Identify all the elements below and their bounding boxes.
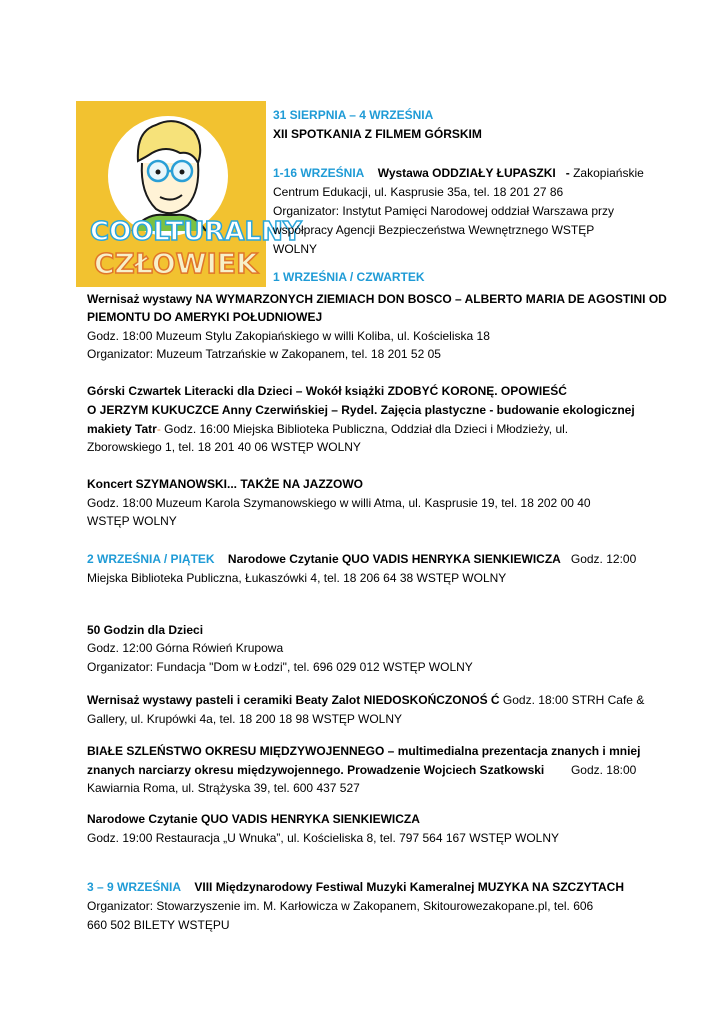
event-literary-address: Zborowskiego 1, tel. 18 201 40 06 WSTĘP WOLNY — [87, 440, 361, 454]
event-vernissage-details: Godz. 18:00 Muzeum Stylu Zakopiańskiego w willi Koliba, ul. Kościeliska 18 — [87, 329, 490, 343]
event-concert-details: Godz. 18:00 Muzeum Karola Szymanowskiego w willi Atma, ul. Kasprusie 19, tel. 18 202 00 40 — [87, 496, 591, 510]
event-date: 1-16 WRZEŚNIA — [273, 166, 365, 180]
event-vernissage-title: Wernisaż wystawy NA WYMARZONYCH ZIEMIACH DON BOSCO – ALBERTO MARIA DE AGOSTINI OD — [87, 292, 667, 306]
festival-dates: 31 SIERPNIA – 4 WRZEŚNIA — [273, 108, 434, 122]
logo-line-1: COOLTURALNY — [90, 217, 302, 247]
event-festival-organizer: Organizator: Stowarzyszenie im. M. Karłowicza w Zakopanem, Skitourowezakopane.pl, tel. 606 — [87, 899, 594, 913]
event-pastel-address: Gallery, ul. Krupówki 4a, tel. 18 200 18 98 WSTĘP WOLNY — [87, 712, 403, 726]
event-exhibition-admission: WOLNY — [273, 242, 318, 256]
event-exhibition-line-1: 1-16 WRZEŚNIA Wystawa ODDZIAŁY ŁUPASZKI - Zakopiańskie — [273, 166, 644, 180]
day-heading-thursday: 1 WRZEŚNIA / CZWARTEK — [273, 270, 425, 284]
event-concert-title: Koncert SZYMANOWSKI... TAKŻE NA JAZZOWO — [87, 477, 363, 491]
event-white-madness-title: BIAŁE SZLEŃSTWO OKRESU MIĘDZYWOJENNEGO – multimedialna prezentacja znanych i mniej — [87, 744, 641, 758]
event-festival-line-1: 3 – 9 WRZEŚNIA VIII Międzynarodowy Festiwal Muzyki Kameralnej MUZYKA NA SZCZYTACH — [87, 880, 624, 894]
event-exhibition-organizer-2: współpracy Agencji Bezpieczeństwa Wewnętrznego WSTĘP — [273, 223, 595, 237]
event-exhibition-address: Centrum Edukacji, ul. Kasprusie 35a, tel. 18 201 27 86 — [273, 185, 564, 199]
event-50h-details: Godz. 12:00 Górna Rówień Krupowa — [87, 641, 284, 655]
day-heading-friday: 2 WRZEŚNIA / PIĄTEK — [87, 552, 215, 566]
event-reading-details: Miejska Biblioteka Publiczna, Łukaszówki 4, tel. 18 206 64 38 WSTĘP WOLNY — [87, 571, 507, 585]
event-vernissage-title-2: PIEMONTU DO AMERYKI POŁUDNIOWEJ — [87, 310, 323, 324]
event-evening-reading-title: Narodowe Czytanie QUO VADIS HENRYKA SIENKIEWICZA — [87, 812, 420, 826]
event-pastel-line-1: Wernisaż wystawy pasteli i ceramiki Beaty Zalot NIEDOSKOŃCZONOŚ Ć Godz. 18:00 STRH Cafe & — [87, 693, 645, 707]
event-literary-details: makiety Tatr- Godz. 16:00 Miejska Biblioteka Publiczna, Oddział dla Dzieci i Młodzieży, ul. — [87, 422, 569, 436]
event-concert-admission: WSTĘP WOLNY — [87, 514, 177, 528]
event-literary-title: Górski Czwartek Literacki dla Dzieci – Wokół książki ZDOBYĆ KORONĘ. OPOWIEŚĆ — [87, 384, 567, 398]
festival-title: XII SPOTKANIA Z FILMEM GÓRSKIM — [273, 127, 482, 141]
event-festival-tickets: 660 502 BILETY WSTĘPU — [87, 918, 230, 932]
event-literary-title-2: O JERZYM KUKUCZCE Anny Czerwińskiej – Rydel. Zajęcia plastyczne - budowanie ekologicznej — [87, 403, 635, 417]
event-white-madness-address: Kawiarnia Roma, ul. Strążyska 39, tel. 600 437 527 — [87, 781, 360, 795]
event-vernissage-organizer: Organizator: Muzeum Tatrzańskie w Zakopanem, tel. 18 201 52 05 — [87, 347, 441, 361]
logo-line-2: CZŁOWIEK — [94, 247, 258, 280]
event-exhibition-organizer: Organizator: Instytut Pamięci Narodowej oddział Warszawa przy — [273, 204, 615, 218]
event-50h-organizer: Organizator: Fundacja "Dom w Łodzi", tel. 696 029 012 WSTĘP WOLNY — [87, 660, 473, 674]
event-white-madness-line-2: znanych narciarzy okresu międzywojennego. Prowadzenie Wojciech Szatkowski Godz. 18:00 — [87, 763, 637, 777]
event-50h-title: 50 Godzin dla Dzieci — [87, 623, 204, 637]
event-title: Wystawa ODDZIAŁY ŁUPASZKI — [377, 166, 556, 180]
event-evening-reading-details: Godz. 19:00 Restauracja „U Wnuka”, ul. Kościeliska 8, tel. 797 564 167 WSTĘP WOLNY — [87, 831, 559, 845]
event-reading-line-1: 2 WRZEŚNIA / PIĄTEK Narodowe Czytanie QUO VADIS HENRYKA SIENKIEWICZA Godz. 12:00 — [87, 552, 637, 566]
